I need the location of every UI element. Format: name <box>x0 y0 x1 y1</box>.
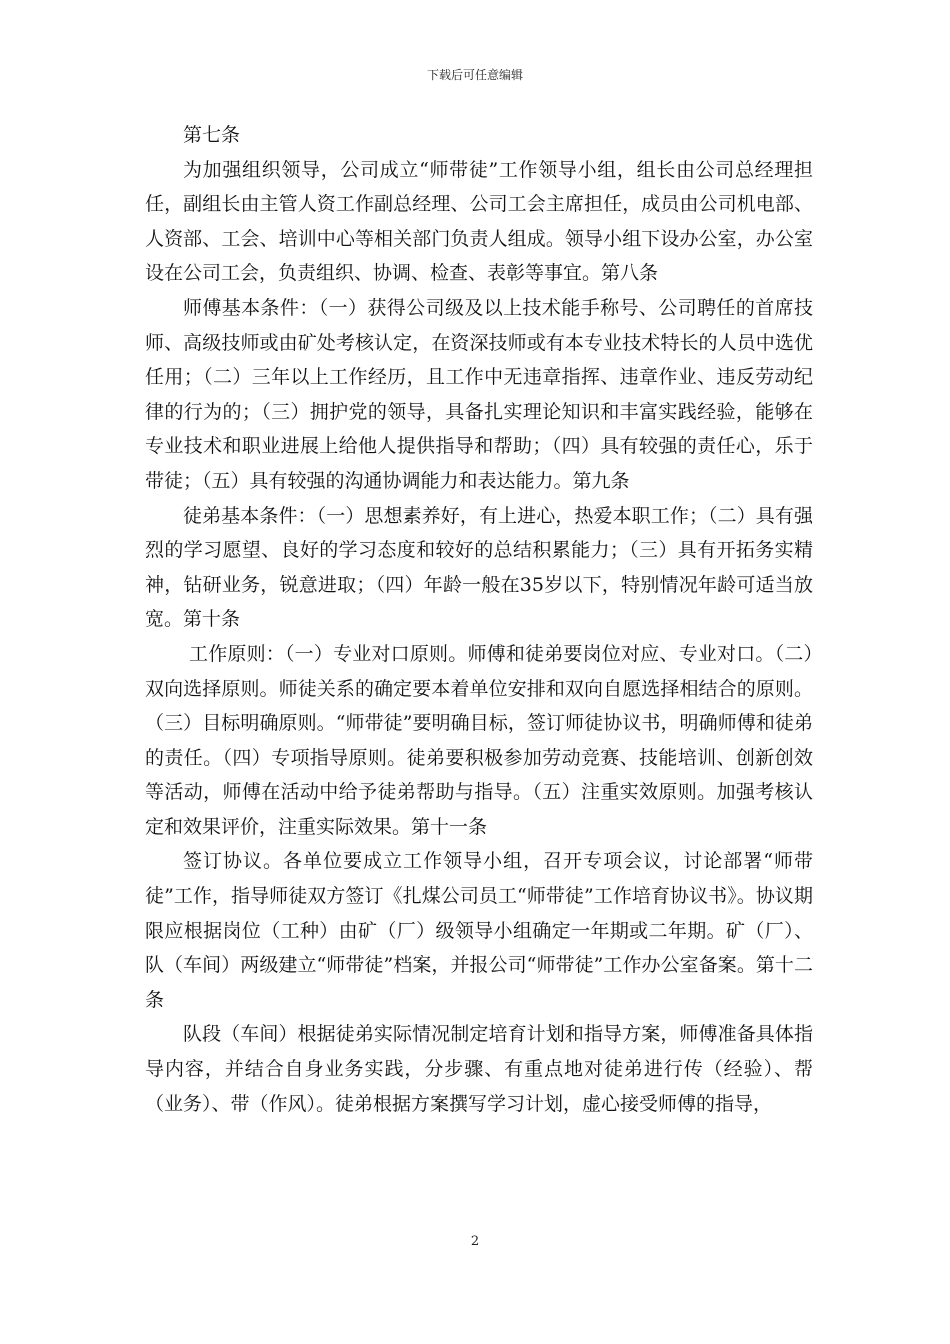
page-header: 下载后可任意编辑 <box>426 68 523 82</box>
paragraph-master-conditions: 师傅基本条件：（一）获得公司级及以上技术能手称号、公司聘任的首席技师、高级技师或由矿处考核认定，在资深技师或有本专业技术特长的人员中选优任用；（二）三年以上工作经历，且工作中无违章指挥、违章作业、违反劳动纪律的行为的；（三）拥护党的领导，具备扎实理论知识和丰富实践经验，能够在专业技术和职业进展上给他人提供指导和帮助；（四）具有较强的责任心，乐于带徒；（五）具有较强的沟通协调能力和表达能力。第九条 <box>145 296 813 492</box>
page-number: 2 <box>470 1234 480 1249</box>
paragraph-apprentice-conditions: 徒弟基本条件：（一）思想素养好，有上进心，热爱本职工作；（二）具有强烈的学习愿望、良好的学习态度和较好的总结积累能力；（三）具有开拓务实精神，钻研业务，锐意进取；（四）年龄一般在35岁以下，特别情况年龄可适当放宽。第十条 <box>145 504 813 631</box>
paragraph-work-principles: 工作原则：（一）专业对口原则。师傅和徒弟要岗位对应、专业对口。（二）双向选择原则。师徒关系的确定要本着单位安排和双向自愿选择相结合的原则。（三）目标明确原则。“师带徒”要明确目标，签订师徒协议书，明确师傅和徒弟的责任。（四）专项指导原则。徒弟要积极参加劳动竞赛、技能培训、创新创效等活动，师傅在活动中给予徒弟帮助与指导。（五）注重实效原则。加强考核认定和效果评价，注重实际效果。第十一条 <box>145 642 813 838</box>
paragraph-leadership-group: 为加强组织领导，公司成立“师带徒”工作领导小组，组长由公司总经理担任，副组长由主管人资工作副总经理、公司工会主席担任，成员由公司机电部、人资部、工会、培训中心等相关部门负责人组成。领导小组下设办公室，办公室设在公司工会，负责组织、协调、检查、表彰等事宜。第八条 <box>145 158 813 285</box>
document-body <box>145 118 813 1121</box>
article-7-heading: 第七条 <box>183 124 241 146</box>
paragraph-training-plan: 队段（车间）根据徒弟实际情况制定培育计划和指导方案，师傅准备具体指导内容，并结合自身业务实践，分步骤、有重点地对徒弟进行传（经验）、帮（业务）、带（作风）。徒弟根据方案撰写学习计划，虚心接受师傅的指导， <box>145 1023 813 1115</box>
paragraph-sign-agreement: 签订协议。各单位要成立工作领导小组，召开专项会议，讨论部署“师带徒”工作，指导师徒双方签订《扎煤公司员工“师带徒”工作培育协议书》。协议期限应根据岗位（工种）由矿（厂）级领导小组确定一年期或二年期。矿（厂）、队（车间）两级建立“师带徒”档案，并报公司“师带徒”工作办公室备案。第十二条 <box>145 850 813 1011</box>
